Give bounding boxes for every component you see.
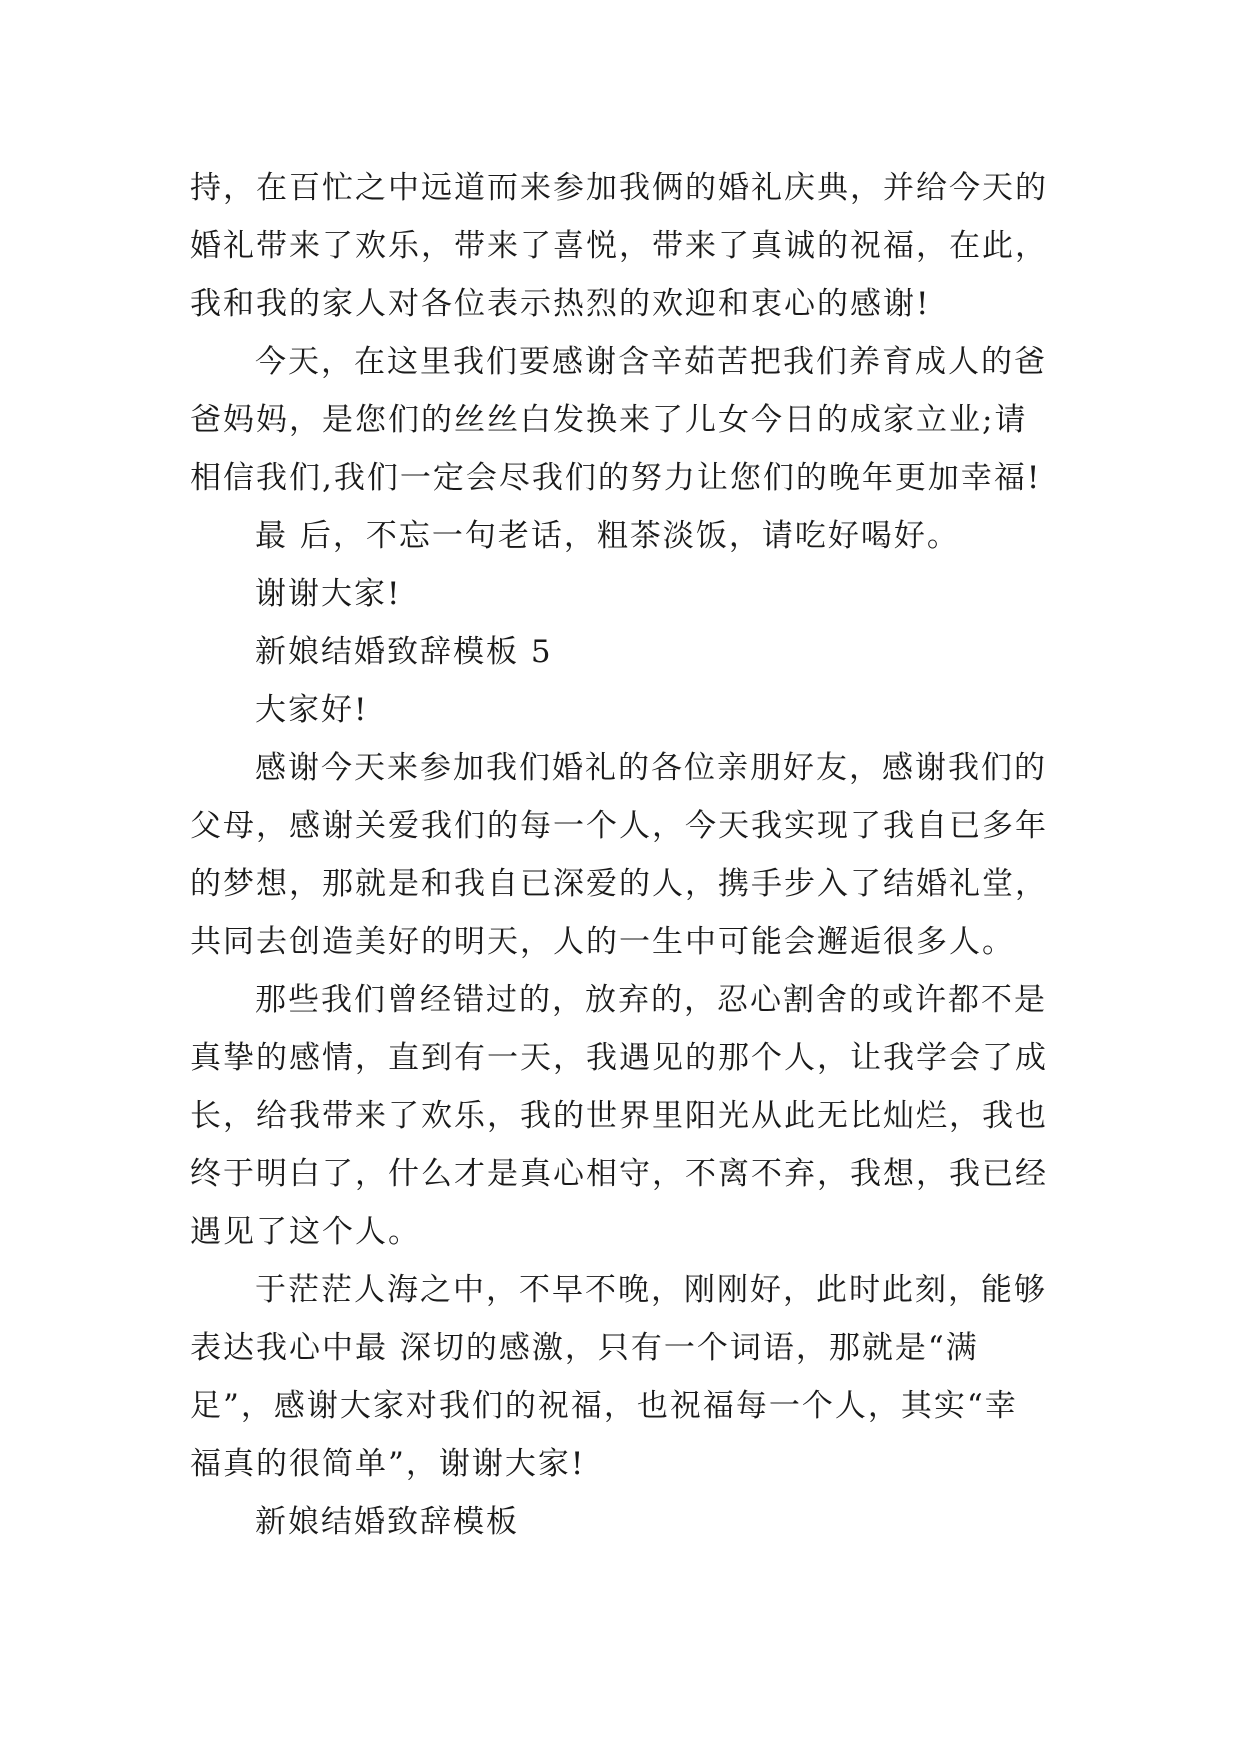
paragraph-start-line: 今天，在这里我们要感谢含辛茹苦把我们养育成人的爸 (255, 344, 1047, 380)
paragraph-start-line: 感谢今天来参加我们婚礼的各位亲朋好友，感谢我们的 (255, 750, 1047, 786)
body-text-line: 足”，感谢大家对我们的祝福，也祝福每一个人，其实“幸 (190, 1388, 1018, 1424)
paragraph-start-line: 于茫茫人海之中，不早不晚，刚刚好，此时此刻，能够 (255, 1272, 1047, 1308)
section-heading: 新娘结婚致辞模板 (255, 1504, 519, 1540)
body-text-line: 表达我心中最 深切的感激，只有一个词语，那就是“满 (190, 1330, 979, 1366)
body-text-line: 真挚的感情，直到有一天，我遇见的那个人，让我学会了成 (190, 1040, 1048, 1076)
body-text-line: 父母，感谢关爱我们的每一个人，今天我实现了我自已多年 (190, 808, 1048, 844)
body-text-line: 遇见了这个人。 (190, 1214, 421, 1250)
paragraph-start-line: 最 后，不忘一句老话，粗茶淡饭，请吃好喝好。 (255, 518, 960, 554)
body-text-line: 福真的很简单”，谢谢大家! (190, 1446, 586, 1482)
body-text-line: 我和我的家人对各位表示热烈的欢迎和衷心的感谢! (190, 286, 931, 322)
body-text-line: 共同去创造美好的明天，人的一生中可能会邂逅很多人。 (190, 924, 1015, 960)
body-text-line: 终于明白了，什么才是真心相守，不离不弃，我想，我已经 (190, 1156, 1048, 1192)
body-text-line: 的梦想，那就是和我自已深爱的人，携手步入了结婚礼堂， (190, 866, 1048, 902)
body-text-line: 婚礼带来了欢乐，带来了喜悦，带来了真诚的祝福，在此， (190, 228, 1048, 264)
body-text-line: 持，在百忙之中远道而来参加我俩的婚礼庆典，并给今天的 (190, 170, 1048, 206)
paragraph-start-line: 那些我们曾经错过的，放弃的，忍心割舍的或许都不是 (255, 982, 1047, 1018)
body-text-line: 爸妈妈，是您们的丝丝白发换来了儿女今日的成家立业;请 (190, 402, 1028, 438)
greeting-line: 大家好! (255, 692, 369, 728)
closing-line: 谢谢大家! (255, 576, 402, 612)
body-text-line: 相信我们,我们一定会尽我们的努力让您们的晚年更加幸福! (190, 460, 1042, 496)
section-heading: 新娘结婚致辞模板 5 (255, 634, 553, 670)
body-text-line: 长，给我带来了欢乐，我的世界里阳光从此无比灿烂，我也 (190, 1098, 1048, 1134)
